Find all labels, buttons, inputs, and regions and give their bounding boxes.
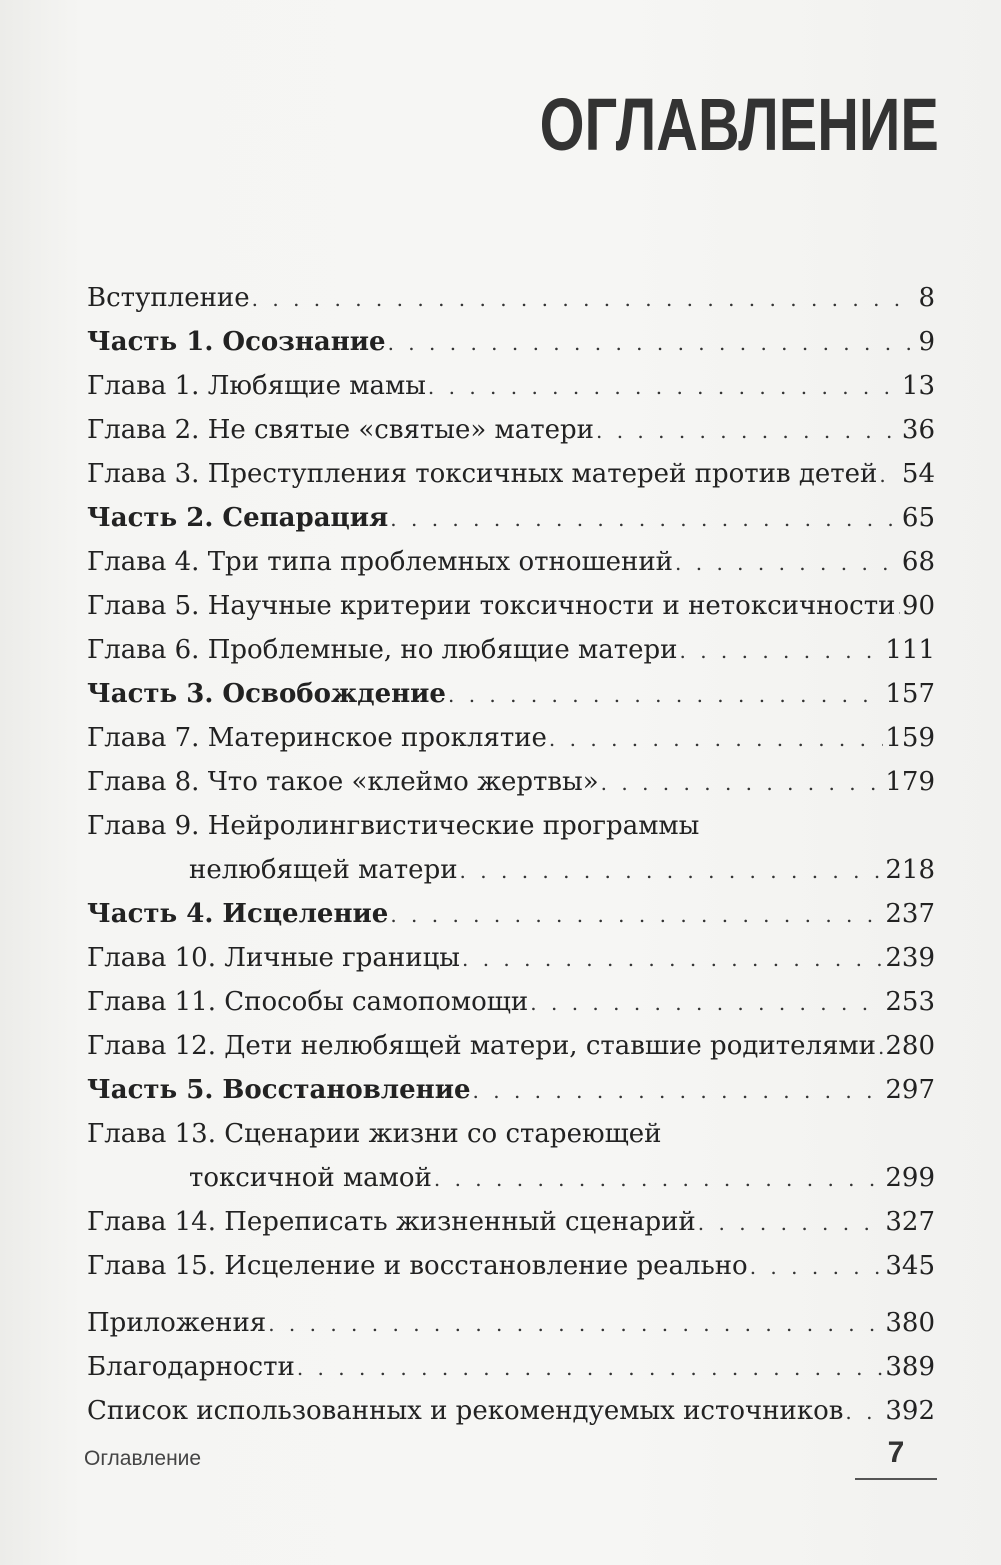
toc-chapter <box>87 408 935 452</box>
toc-chapter-page: 13 <box>901 371 935 401</box>
page-title: ОГЛАВЛЕНИЕ <box>539 83 939 166</box>
dot-leader <box>434 1157 883 1201</box>
dot-leader <box>460 849 884 893</box>
toc-part <box>87 672 935 716</box>
toc-chapter-label: Глава 4. Три типа проблемных отношений <box>87 547 674 577</box>
toc-chapter <box>87 760 935 804</box>
toc-chapter <box>87 1200 935 1244</box>
toc-chapter <box>87 540 935 584</box>
dot-leader <box>390 893 883 937</box>
toc-entry-label: Приложения <box>87 1308 267 1338</box>
toc-entry-page: 389 <box>885 1352 935 1382</box>
dot-leader <box>675 541 900 585</box>
spacer <box>87 1288 935 1301</box>
dot-leader <box>698 1201 884 1245</box>
table-of-contents <box>87 276 935 1433</box>
toc-part-label: Часть 5. Восстановление <box>87 1075 471 1105</box>
toc-chapter-page: 253 <box>885 987 935 1017</box>
toc-chapter-label: Глава 13. Сценарии жизни со стареющей <box>87 1119 662 1149</box>
toc-part-page: 297 <box>885 1075 935 1105</box>
toc-chapter <box>87 364 935 408</box>
toc-chapter-page: 239 <box>885 943 935 973</box>
running-footer: Оглавление <box>84 1447 202 1470</box>
toc-part-label: Часть 1. Осознание <box>87 327 386 357</box>
toc-chapter-page: 299 <box>885 1163 935 1193</box>
toc-entry <box>87 1301 935 1345</box>
toc-part <box>87 320 935 364</box>
toc-part-page: 157 <box>885 679 935 709</box>
dot-leader <box>596 409 900 453</box>
toc-chapter <box>87 628 935 672</box>
toc-chapter-continuation <box>87 1156 935 1200</box>
page-number-rule <box>855 1478 937 1480</box>
toc-chapter-page: 111 <box>885 635 935 665</box>
toc-part-page: 237 <box>885 899 935 929</box>
toc-part-label: Часть 2. Сепарация <box>87 503 389 533</box>
toc-chapter-label: Глава 9. Нейролингвистические программы <box>87 811 700 841</box>
toc-chapter <box>87 1112 935 1156</box>
toc-chapter-page: 179 <box>885 767 935 797</box>
toc-entry <box>87 276 935 320</box>
dot-leader <box>473 1069 884 1113</box>
toc-chapter-page: 54 <box>901 459 935 489</box>
toc-part <box>87 1068 935 1112</box>
toc-chapter-page: 159 <box>885 723 935 753</box>
toc-chapter-label-continuation: нелюбящей матери <box>189 855 458 885</box>
toc-part-label: Часть 3. Освобождение <box>87 679 446 709</box>
toc-chapter-label: Глава 2. Не святые «святые» матери <box>87 415 594 445</box>
toc-chapter <box>87 804 935 848</box>
toc-entry-label: Вступление <box>87 283 250 313</box>
toc-chapter-page: 218 <box>885 855 935 885</box>
toc-part-page: 9 <box>918 327 935 357</box>
toc-chapter-label: Глава 11. Способы самопомощи <box>87 987 529 1017</box>
toc-chapter-page: 345 <box>885 1251 935 1281</box>
toc-entry-page: 380 <box>885 1308 935 1338</box>
toc-entry-page: 392 <box>885 1396 935 1426</box>
dot-leader <box>530 981 883 1025</box>
toc-part <box>87 892 935 936</box>
toc-chapter <box>87 1024 935 1068</box>
toc-chapter-label: Глава 15. Исцеление и восстановление реально <box>87 1251 748 1281</box>
dot-leader <box>601 761 884 805</box>
dot-leader <box>750 1245 884 1289</box>
toc-chapter <box>87 936 935 980</box>
toc-chapter-label: Глава 12. Дети нелюбящей матери, ставшие родителями <box>87 1031 876 1061</box>
dot-leader <box>845 1390 883 1434</box>
toc-chapter-page: 327 <box>885 1207 935 1237</box>
toc-chapter-page: 36 <box>901 415 935 445</box>
toc-chapter-label-continuation: токсичной мамой <box>189 1163 432 1193</box>
page-number: 7 <box>887 1436 905 1469</box>
toc-chapter <box>87 452 935 496</box>
toc-entry-label: Благодарности <box>87 1352 295 1382</box>
toc-chapter-label: Глава 3. Преступления токсичных матерей против детей <box>87 459 878 489</box>
dot-leader <box>549 717 883 761</box>
toc-chapter <box>87 980 935 1024</box>
toc-entry <box>87 1345 935 1389</box>
dot-leader <box>268 1302 883 1346</box>
toc-chapter-label: Глава 14. Переписать жизненный сценарий <box>87 1207 696 1237</box>
dot-leader <box>390 497 900 541</box>
dot-leader <box>679 629 883 673</box>
toc-chapter-label: Глава 1. Любящие мамы <box>87 371 426 401</box>
toc-chapter-label: Глава 6. Проблемные, но любящие матери <box>87 635 678 665</box>
toc-part-label: Часть 4. Исцеление <box>87 899 389 929</box>
toc-chapter-page: 68 <box>901 547 935 577</box>
toc-chapter <box>87 584 935 628</box>
dot-leader <box>297 1346 884 1390</box>
toc-chapter-label: Глава 5. Научные критерии токсичности и нетоксичности <box>87 591 896 621</box>
toc-chapter-label: Глава 7. Материнское проклятие <box>87 723 547 753</box>
dot-leader <box>388 321 917 365</box>
dot-leader <box>879 453 900 497</box>
dot-leader <box>252 277 917 321</box>
dot-leader <box>448 673 883 717</box>
toc-chapter-label: Глава 10. Личные границы <box>87 943 460 973</box>
toc-chapter-page: 90 <box>901 591 935 621</box>
toc-chapter <box>87 1244 935 1288</box>
toc-entry-label: Список использованных и рекомендуемых источников <box>87 1396 844 1426</box>
toc-part-page: 65 <box>901 503 935 533</box>
dot-leader <box>462 937 883 981</box>
toc-chapter-label: Глава 8. Что такое «клеймо жертвы» <box>87 767 599 797</box>
toc-chapter-page: 280 <box>885 1031 935 1061</box>
toc-chapter-continuation <box>87 848 935 892</box>
toc-entry <box>87 1389 935 1433</box>
dot-leader <box>428 365 900 409</box>
toc-entry-page: 8 <box>918 283 935 313</box>
toc-chapter <box>87 716 935 760</box>
toc-part <box>87 496 935 540</box>
